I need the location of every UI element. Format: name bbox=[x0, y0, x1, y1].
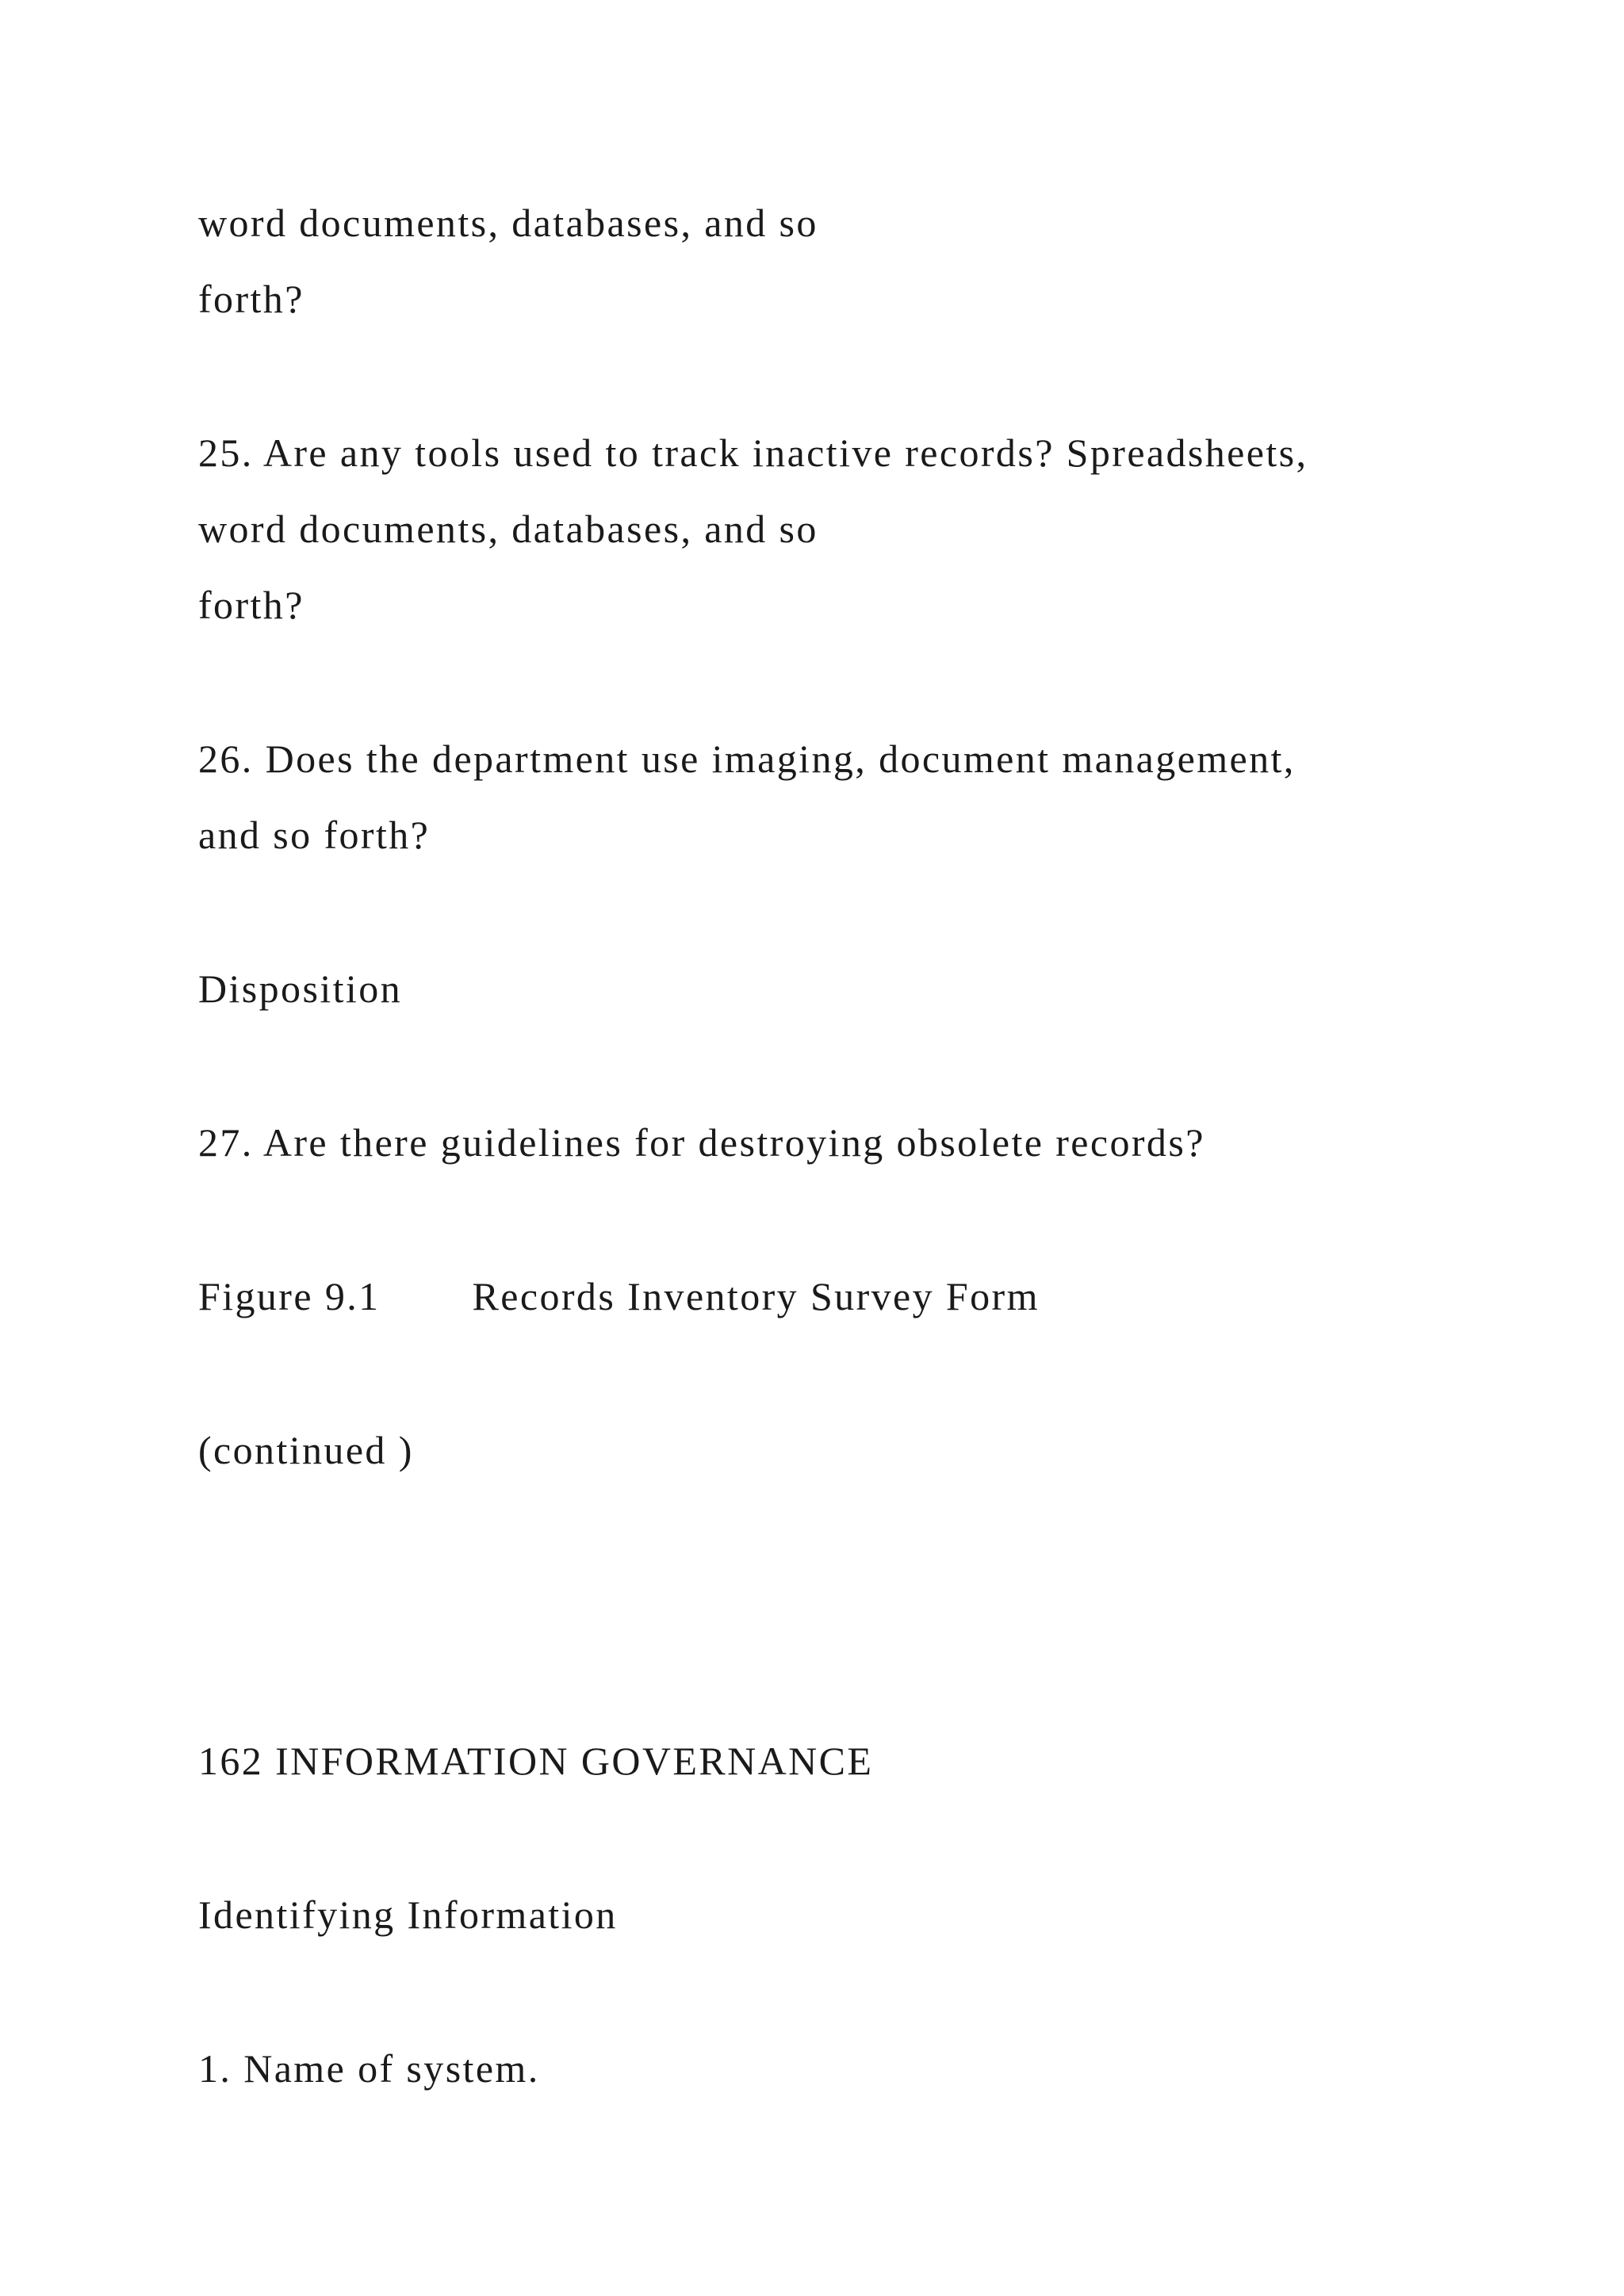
question-27: 27. Are there guidelines for destroying obsolete records? bbox=[198, 1120, 1205, 1165]
question-25-line-2: word documents, databases, and so bbox=[198, 507, 818, 551]
question-1: 1. Name of system. bbox=[198, 2046, 540, 2091]
question-25-line-3: forth? bbox=[198, 583, 304, 627]
figure-label: Figure 9.1 bbox=[198, 1274, 381, 1318]
running-header: 162 INFORMATION GOVERNANCE bbox=[198, 1739, 874, 1783]
figure-title: Records Inventory Survey Form bbox=[472, 1274, 1040, 1318]
figure-caption bbox=[198, 1276, 1040, 1316]
question-25-line-1: 25. Are any tools used to track inactive records? Spreadsheets, bbox=[198, 430, 1308, 475]
continued-note: (continued ) bbox=[198, 1428, 414, 1472]
section-heading-identifying-information: Identifying Information bbox=[198, 1892, 618, 1937]
text-line: word documents, databases, and so bbox=[198, 201, 818, 245]
question-26-line-1: 26. Does the department use imaging, document management, bbox=[198, 737, 1296, 781]
section-heading-disposition: Disposition bbox=[198, 966, 402, 1011]
text-line: forth? bbox=[198, 277, 304, 321]
question-26-line-2: and so forth? bbox=[198, 813, 431, 857]
